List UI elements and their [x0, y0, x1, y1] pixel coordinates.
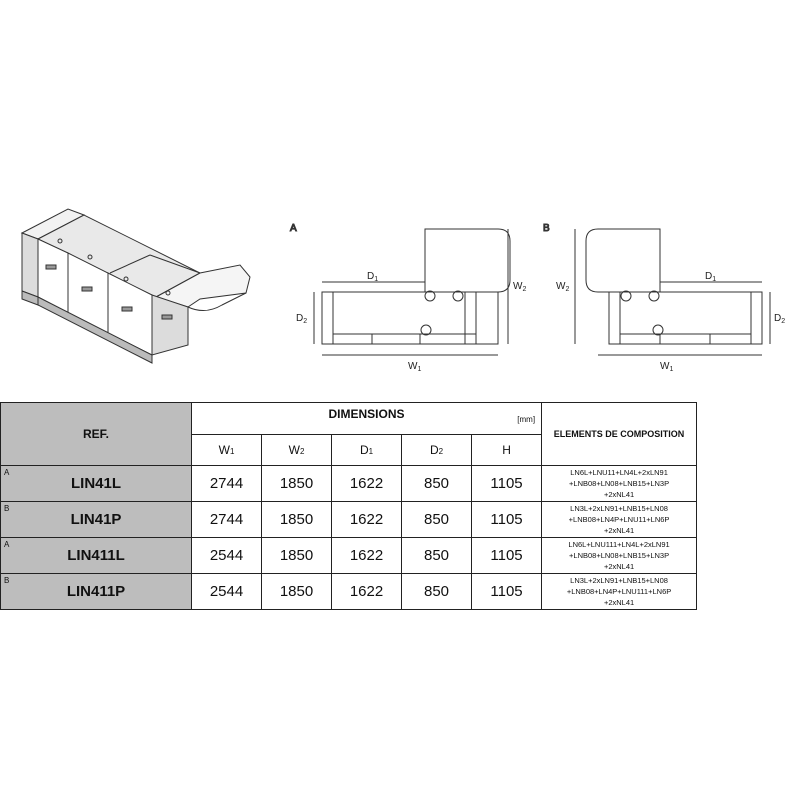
elements-cell [542, 466, 697, 502]
column-header-subscript: 1 [229, 446, 235, 456]
element-line: LN3L+2xLN91+LNB15+LN08 [570, 576, 668, 585]
column-header-h [472, 434, 542, 466]
element-line: +LNB08+LN08+LNB15+LN3P [569, 479, 670, 488]
column-header-w2 [262, 434, 332, 466]
value-d1: 1622 [332, 574, 402, 610]
ref-code: LIN41P [70, 511, 122, 528]
element-line: LN6L+LNU11+LN4L+2xLN91 [570, 468, 668, 477]
ref-cell [1, 574, 192, 610]
element-line: LN3L+2xLN91+LNB15+LN08 [570, 504, 668, 513]
element-line: +2xNL41 [603, 562, 635, 571]
element-line: +2xNL41 [603, 526, 635, 535]
element-line: +LNB08+LN4P+LNU11+LN6P [568, 515, 670, 524]
value-d1: 1622 [332, 466, 402, 502]
value-h: 1105 [472, 574, 542, 610]
ref-cell [1, 538, 192, 574]
table-row [1, 466, 697, 502]
value-d2: 850 [402, 466, 472, 502]
plan-a-letter: A [290, 223, 297, 234]
value-d2: 850 [402, 538, 472, 574]
column-header-letter: W [288, 442, 300, 457]
dimensions-title: DIMENSIONS [328, 407, 405, 422]
element-line: +LNB08+LN08+LNB15+LN3P [569, 551, 670, 560]
variant-letter: B [4, 576, 10, 585]
variant-letter: A [4, 468, 10, 477]
column-header-letter: D [429, 442, 439, 457]
ref-code: LIN411P [66, 583, 126, 600]
column-header-d1 [332, 434, 402, 466]
desk-perspective-illustration [22, 209, 250, 363]
plan-b-drawing [543, 223, 770, 355]
value-d2: 850 [402, 574, 472, 610]
dimensions-header [192, 403, 542, 435]
plan-b-letter: B [543, 223, 550, 234]
ref-header: REF. [1, 403, 192, 466]
value-w2: 1850 [262, 538, 332, 574]
ref-cell [1, 466, 192, 502]
element-line: +2xNL41 [603, 490, 635, 499]
elements-cell [542, 502, 697, 538]
elements-cell [542, 574, 697, 610]
plan-a-w2-label: $W_2$ [513, 281, 527, 293]
plan-b-d2-label: $D_2$ [774, 313, 786, 325]
column-header-letter: H [502, 442, 511, 457]
variant-letter: A [4, 540, 10, 549]
unit-label: [mm] [517, 415, 536, 424]
ref-cell [1, 502, 192, 538]
plan-a-w1-label: $W_1$ [408, 361, 422, 373]
plan-b-d1-label: $D_1$ [705, 271, 717, 283]
plan-a-d2-label: $D_2$ [296, 313, 308, 325]
column-header-d2 [402, 434, 472, 466]
column-header-letter: W [218, 442, 230, 457]
dimensions-table [0, 402, 697, 610]
value-d1: 1622 [332, 502, 402, 538]
ref-code: LIN41L [70, 475, 121, 492]
column-header-letter: D [359, 442, 369, 457]
value-w1: 2544 [192, 538, 262, 574]
elements-cell [542, 538, 697, 574]
element-line: +2xNL41 [603, 598, 635, 607]
plan-a-d1-label: $D_1$ [367, 271, 379, 283]
element-line: +LNB08+LN4P+LNU111+LN6P [566, 587, 672, 596]
drawings-area [0, 195, 800, 385]
plan-b-w2-label: $W_2$ [556, 281, 570, 293]
element-line: LN6L+LNU111+LN4L+2xLN91 [568, 540, 670, 549]
value-h: 1105 [472, 538, 542, 574]
ref-code: LIN411L [67, 547, 125, 564]
value-d1: 1622 [332, 538, 402, 574]
variant-letter: B [4, 504, 10, 513]
table-row [1, 502, 697, 538]
plan-b-w1-label: $W_1$ [660, 361, 674, 373]
value-w2: 1850 [262, 502, 332, 538]
column-header-subscript: 2 [299, 446, 305, 456]
column-header-subscript: 1 [368, 446, 374, 456]
value-w2: 1850 [262, 574, 332, 610]
plan-a-drawing [290, 223, 510, 355]
value-w1: 2744 [192, 466, 262, 502]
column-header-subscript: 2 [438, 446, 444, 456]
drawings-svg [0, 195, 800, 385]
value-h: 1105 [472, 466, 542, 502]
table-body [1, 466, 697, 610]
column-header-w1 [192, 434, 262, 466]
value-d2: 850 [402, 502, 472, 538]
table-row [1, 538, 697, 574]
value-w2: 1850 [262, 466, 332, 502]
value-w1: 2744 [192, 502, 262, 538]
value-h: 1105 [472, 502, 542, 538]
elements-header: ELEMENTS DE COMPOSITION [542, 403, 697, 466]
table-row [1, 574, 697, 610]
value-w1: 2544 [192, 574, 262, 610]
